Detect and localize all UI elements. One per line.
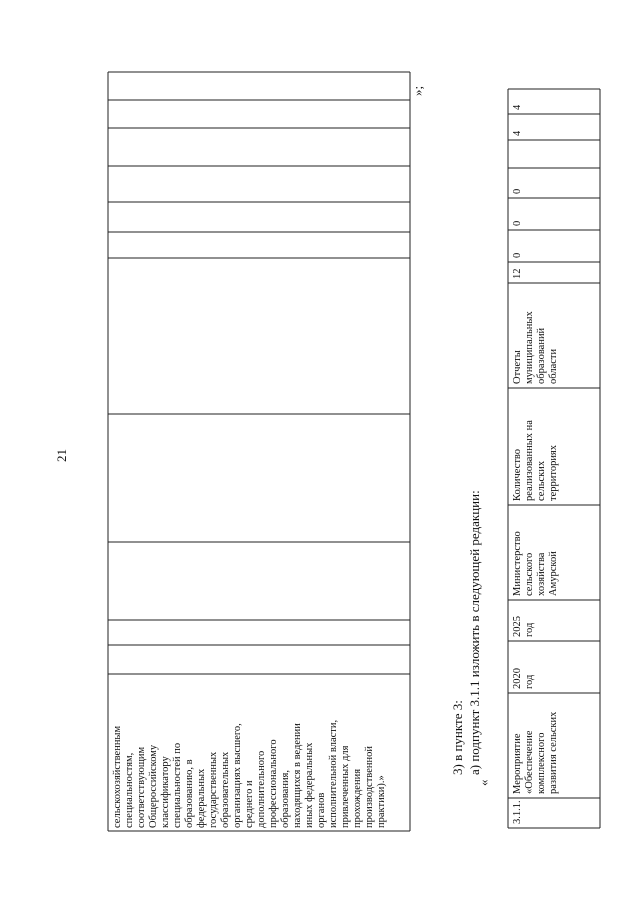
text-line: иных федеральных bbox=[304, 742, 315, 828]
text-line: области bbox=[548, 348, 559, 384]
text-line: дополнительного bbox=[256, 750, 267, 828]
text-line: исполнительной власти, bbox=[328, 719, 339, 828]
page-number: 21 bbox=[54, 449, 69, 462]
text-line: государственных bbox=[208, 751, 219, 828]
text-line: практики).» bbox=[376, 775, 387, 828]
text-line: муниципальных bbox=[524, 311, 535, 384]
text-line: Мероприятие bbox=[512, 733, 523, 794]
cell-value-2: 0 bbox=[512, 252, 523, 258]
subitem-text: а) подпункт 3.1.1 изложить в следующей редакции: bbox=[467, 490, 482, 775]
cell-value-6: 4 bbox=[512, 104, 523, 110]
cell-number: 3.1.1. bbox=[512, 800, 523, 824]
text-line: развития сельских bbox=[548, 711, 559, 794]
text-line: прохождения bbox=[352, 768, 363, 828]
cell-value-1: 12 bbox=[512, 268, 523, 279]
text-line: привлеченных для bbox=[340, 745, 351, 828]
text-line: соответствующим bbox=[136, 746, 147, 828]
text-line: организациях высшего, bbox=[232, 723, 243, 828]
text-line: находящихся в ведении bbox=[292, 723, 303, 828]
item-heading: 3) в пункте 3: bbox=[450, 700, 465, 775]
text-line: образовательных bbox=[220, 751, 231, 828]
text-line: комплексного bbox=[536, 732, 547, 794]
text-line: сельскохозяйственным bbox=[112, 725, 123, 828]
text-line: сельских bbox=[536, 460, 547, 501]
text-line: образования, bbox=[280, 769, 291, 828]
opening-quote: « bbox=[476, 779, 491, 786]
text-line: федеральных bbox=[196, 768, 207, 828]
text-line: специальностей по bbox=[172, 742, 183, 828]
text-line: Амурской bbox=[548, 551, 559, 596]
text-line: образований bbox=[536, 327, 547, 384]
text-line: специальностям, bbox=[124, 752, 135, 828]
text-line: реализованных на bbox=[524, 420, 535, 501]
top-table-lines bbox=[108, 72, 410, 831]
cell-value-5: 4 bbox=[512, 130, 523, 136]
text-line: среднего и bbox=[244, 780, 255, 828]
text-line: Общероссийскому bbox=[148, 744, 159, 828]
text-line: производственной bbox=[364, 746, 375, 828]
text-line: год bbox=[524, 622, 535, 637]
text-line: 2020 bbox=[512, 668, 523, 689]
text-line: 2025 bbox=[512, 616, 523, 637]
text-line: территориях bbox=[548, 444, 559, 501]
cell-value-4: 0 bbox=[512, 188, 523, 194]
text-line: профессионального bbox=[268, 739, 279, 828]
closing-quote: »; bbox=[410, 85, 425, 96]
text-line: сельского bbox=[524, 552, 535, 596]
text-line: органов bbox=[316, 792, 327, 828]
text-line: образованию, в bbox=[184, 759, 195, 828]
text-line: классификатору bbox=[160, 756, 171, 828]
cell-value-3: 0 bbox=[512, 220, 523, 226]
text-line: хозяйства bbox=[536, 552, 547, 596]
text-line: Министерство bbox=[512, 531, 523, 596]
text-line: Количество bbox=[512, 448, 523, 501]
text-line: «Обеспечение bbox=[524, 730, 535, 794]
text-line: Отчеты bbox=[512, 350, 523, 384]
text-line: год bbox=[524, 674, 535, 689]
